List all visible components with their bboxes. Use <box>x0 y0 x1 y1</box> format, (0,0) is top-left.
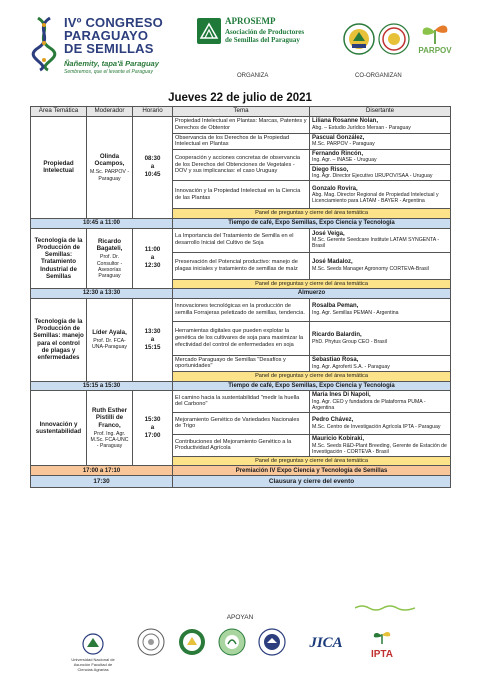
speaker-cell <box>310 412 451 434</box>
break-row <box>31 289 451 299</box>
area-cell: Tecnología de la Producción de Semillas: manejo para el control de plagas y enfermedades <box>31 298 87 381</box>
speaker-cell <box>310 228 451 252</box>
speaker-name: Pascual González, <box>312 134 365 141</box>
moderator-cell <box>87 116 133 218</box>
sprout-icon <box>415 20 455 46</box>
speaker-cell <box>310 391 451 413</box>
topic-cell: Mercado Paraguayo de Semillas "Desafíos y oportunidades" <box>173 355 310 371</box>
break-label: Tiempo de café, Expo Semillas, Expo Ciencia y Tecnología <box>173 218 451 228</box>
speaker-cell <box>310 252 451 279</box>
time-cell <box>133 116 173 218</box>
aprosemp-logo <box>197 12 323 60</box>
speaker-cell <box>310 181 451 209</box>
speaker-cell <box>310 116 451 133</box>
break-time: 12:30 a 13:30 <box>31 289 173 299</box>
speaker-name: María Ines Di Napoli, <box>312 392 371 399</box>
time-end: 12:30 <box>144 262 161 270</box>
parpov-name: PARPOV <box>418 46 452 55</box>
sponsor-seal-1-icon <box>137 628 165 656</box>
aprosemp-emblem-icon <box>197 18 221 44</box>
time-sep: a <box>150 424 155 432</box>
sponsors-strip <box>40 628 450 672</box>
time-end: 17:00 <box>144 432 161 440</box>
col-header-moderador: Moderador <box>87 107 133 117</box>
congreso-slogan-translation: Sembremos, que el levante el Paraguay <box>64 69 153 75</box>
moderator-cell <box>87 391 133 466</box>
break-row <box>31 218 451 228</box>
sponsor-una-text: Universidad Nacional de Asunción Facultad de Ciencias Agrarias <box>71 657 115 672</box>
ipta-name: IPTA <box>370 649 394 660</box>
table-row <box>31 228 451 252</box>
time-start: 15:30 <box>144 416 161 424</box>
award-label: Premiación IV Expo Ciencia y Tecnología de Semillas <box>173 466 451 476</box>
panel-cell: Panel de preguntas y cierre del área temática <box>173 371 451 381</box>
speaker-cell <box>310 355 451 371</box>
speaker-name: Gonzalo Rovira, <box>312 185 358 192</box>
award-time: 17:00 a 17:10 <box>31 466 173 476</box>
speaker-name: José Veiga, <box>312 230 345 237</box>
date-title: Jueves 22 de julio de 2021 <box>168 92 312 104</box>
speaker-name: Pedro Chávez, <box>312 416 354 423</box>
break-label: Tiempo de café, Expo Semillas, Expo Ciencia y Tecnología <box>173 381 451 391</box>
time-cell <box>133 298 173 381</box>
break-row <box>31 381 451 391</box>
topic-cell: Observancia de los Derechos de la Propiedad Intelectual en Plantas <box>173 133 310 149</box>
speaker-cell <box>310 133 451 149</box>
congreso-title <box>64 16 163 55</box>
speaker-desc: Ing. Agr. Semillas PEMAN - Argentina <box>312 310 399 317</box>
sponsor-seal-3-icon <box>258 628 286 656</box>
table-row <box>31 298 451 321</box>
sponsor-gear-seal-icon <box>178 628 206 656</box>
congreso-title-line3: DE SEMILLAS <box>64 41 154 56</box>
speaker-desc: M.Sc. Seeds R&D-Plant Breeding, Gerente de Estación de Investigación - CORTEVA - Brasil <box>312 442 447 455</box>
moderator-desc: Prof. Dr. Consultor - Asesorías Paraguay <box>96 254 123 279</box>
moderator-name: Olinda Ocampos, <box>94 152 125 168</box>
table-header-row <box>31 107 451 117</box>
congreso-title-line1: IVº CONGRESO <box>64 15 163 30</box>
speaker-cell <box>310 321 451 355</box>
speaker-cell <box>310 298 451 321</box>
coorganizan-label: CO-ORGANIZAN <box>355 73 402 79</box>
speaker-name: Fernando Rincón, <box>312 150 363 157</box>
aprosemp-desc-line2: de Semillas del Paraguay <box>225 36 300 44</box>
area-cell: Propiedad Intelectual <box>31 116 87 218</box>
topic-cell: Contribuciones del Mejoramiento Genético a la Productividad Agrícola <box>173 434 310 456</box>
topic-cell: Innovaciones tecnológicas en la producción de semilla Forrajeras peletizado de semillas, tendencia. <box>173 298 310 321</box>
congreso-slogan: Ñañemity, tapa'ã Paraguay <box>64 59 159 68</box>
time-start: 13:30 <box>144 327 161 335</box>
award-row <box>31 466 451 476</box>
sponsor-seal-2-icon <box>218 628 246 656</box>
speaker-name: Diego Risso, <box>312 166 349 173</box>
time-sep: a <box>150 254 155 262</box>
speaker-desc: M.Sc. Centro de Investigación Agrícola IPTA - Paraguay <box>312 423 441 430</box>
moderator-desc: Prof. Ing. Agr. M.Sc. FCA-UNC - Paraguay <box>90 431 129 450</box>
decorative-vine-icon <box>355 604 415 612</box>
area-cell: Innovación y sustentabilidad <box>31 391 87 466</box>
closing-label: Clausura y cierre del evento <box>173 476 451 488</box>
break-label: Almuerzo <box>173 289 451 299</box>
dna-icon <box>30 16 60 72</box>
sponsor-jica-logo: JICA <box>309 635 343 651</box>
speaker-name: Liliana Rosanne Nolan, <box>312 118 379 125</box>
panel-cell: Panel de preguntas y cierre del área temática <box>173 209 451 219</box>
topic-cell: La Importancia del Tratamiento de Semilla en el desarrollo Inicial del Cultivo de Soja <box>173 228 310 252</box>
table-row <box>31 116 451 133</box>
speaker-name: Sebastiao Rosa, <box>312 357 359 364</box>
area-cell: Tecnología de la Producción de Semillas: Tratamiento Industrial de Semillas <box>31 228 87 289</box>
sponsor-una-fca <box>68 632 118 672</box>
speaker-name: Mauricio Kobiraki, <box>312 435 365 442</box>
congreso-title-line2: PARAGUAYO <box>64 28 149 43</box>
break-time: 10:45 a 11:00 <box>31 218 173 228</box>
moderator-name: Ruth Esther Pistilli de Franco, <box>91 406 128 429</box>
topic-cell: El camino hacia la sustentabilidad "medir la huella del Carbono" <box>173 391 310 413</box>
speaker-name: Rosalba Peman, <box>312 303 359 310</box>
time-cell <box>133 391 173 466</box>
speaker-desc: Ing. Agr. Director Ejecutivo URUPOV/SAA - Uruguay <box>312 173 433 180</box>
speaker-desc: Ing. Agr. Agroferti S.A. - Paraguay <box>312 363 390 370</box>
speaker-name: Ricardo Balardin, <box>312 331 362 338</box>
aprosemp-desc-line1: Asociación de Productores <box>225 28 305 36</box>
topic-cell: Cooperación y acciones concretas de observancia de los Derechos del Obtenciones de Vegetales - DOV y sus implicancias: el caso Uruguay <box>173 149 310 181</box>
moderator-desc: Prof. Dr. FCA-UNA-Paraguay <box>92 338 127 351</box>
speaker-desc: PhD. Phytus Group CEO - Brasil <box>312 338 387 345</box>
speaker-cell <box>310 149 451 165</box>
col-header-area: Área Temática <box>31 107 87 117</box>
col-header-disertante: Disertante <box>310 107 451 117</box>
speaker-cell <box>310 165 451 181</box>
topic-cell: Mejoramiento Genético de Variedades Nacionales de Trigo <box>173 412 310 434</box>
panel-cell: Panel de preguntas y cierre del área temática <box>173 279 451 289</box>
time-sep: a <box>150 335 155 343</box>
closing-row <box>31 476 451 488</box>
time-end: 15:15 <box>144 343 161 351</box>
panel-cell: Panel de preguntas y cierre del área temática <box>173 456 451 466</box>
sponsor-ipta-logo <box>360 630 404 660</box>
speaker-desc: M.Sc. PARPOV - Paraguay <box>312 141 375 148</box>
senave-seal-icon <box>343 23 375 55</box>
speaker-name: José Madaloz, <box>312 259 353 266</box>
topic-cell: Innovación y la Propiedad Intelectual en la Ciencia de las Plantas <box>173 181 310 209</box>
closing-time: 17:30 <box>31 476 173 488</box>
speaker-desc: Abg. Mag. Director Regional de Propiedad Intelectual y Licenciamiento para LATAM - BAYER - Argentina <box>312 192 439 205</box>
topic-cell: Propiedad Intelectual en Plantas: Marcas, Patentes y Derechos de Obtentor <box>173 116 310 133</box>
moderator-name: Ricardo Bagateli, <box>96 237 123 252</box>
table-row <box>31 391 451 413</box>
ministry-seal-icon <box>378 23 410 55</box>
speaker-desc: Ing. Agr. CEO y fundadora de Plataforma PUMA - Argentina <box>312 398 426 411</box>
parpov-logo <box>415 20 455 60</box>
congreso-logo <box>30 12 190 84</box>
speaker-cell <box>310 434 451 456</box>
topic-cell: Herramientas digitales que pueden explotar la genética de los cultivares de soja para maximizar la efectividad del control de enfermedades en soja <box>173 321 310 355</box>
ipta-sprout-icon <box>360 630 404 644</box>
time-start: 11:00 <box>144 246 161 254</box>
moderator-name: Líder Ayala, <box>92 328 127 336</box>
break-time: 15:15 a 15:30 <box>31 381 173 391</box>
topic-cell: Preservación del Potencial productivo: manejo de plagas iniciales y tratamiento de semillas de maíz <box>173 252 310 279</box>
apoyan-label: APOYAN <box>226 614 254 621</box>
aprosemp-description <box>225 28 304 44</box>
agenda-table <box>30 106 451 488</box>
col-header-tema: Tema <box>173 107 310 117</box>
university-crest-icon <box>68 632 118 656</box>
moderator-desc: M.Sc. PARPOV - Paraguay <box>89 169 130 182</box>
moderator-cell <box>87 228 133 289</box>
time-sep: a <box>150 163 155 171</box>
speaker-desc: M.Sc. Seeds Manager Agronomy CORTEVA-Brasil <box>312 265 429 272</box>
time-cell <box>133 228 173 289</box>
col-header-horario: Horario <box>133 107 173 117</box>
organiza-label: ORGANIZA <box>237 73 269 79</box>
speaker-desc: M.Sc. Gerente Seedcare Institute LATAM SYNGENTA - Brasil <box>312 237 440 250</box>
header <box>0 0 480 88</box>
speaker-desc: Ing. Agr. – INASE - Uruguay <box>312 157 377 164</box>
moderator-cell <box>87 298 133 381</box>
speaker-desc: Abg. – Estudio Jurídico Mersan - Paraguay <box>312 124 411 131</box>
time-start: 08:30 <box>144 155 161 163</box>
time-end: 10:45 <box>144 171 161 179</box>
aprosemp-name: APROSEMP <box>225 16 276 26</box>
